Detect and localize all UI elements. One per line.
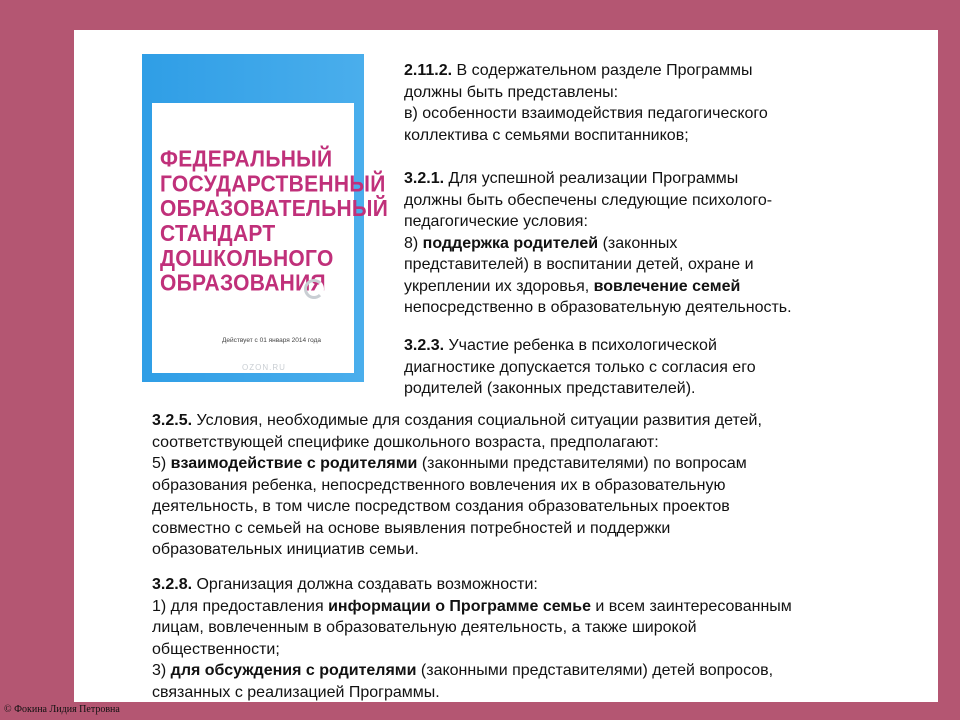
text-line: представителей) в воспитании детей, охране и [404,256,754,273]
text-line: коллектива с семьями воспитанников; [404,126,689,144]
text: Для успешной реализации Программы [448,170,739,187]
section-3-2-1 [404,168,904,319]
copyright: © Фокина Лидия Петровна [4,704,120,715]
text-line [404,233,904,255]
text-line [152,660,922,682]
book-cover-label [152,103,389,373]
text-line: соответствующей специфике дошкольного возраста, предполагают: [152,433,659,451]
book-small-text: Действует с 01 января 2014 года [222,337,321,344]
text: (законными представителями) детей вопросов, [416,662,774,679]
text-line: родителей (законных представителей). [404,380,696,397]
section-3-2-8 [152,574,922,703]
bold-text: вовлечение семей [593,277,741,295]
text: 5) [152,455,171,472]
section-number: 3.2.3. [404,337,445,354]
book-cover-image [142,54,389,382]
text: 8) [404,234,423,252]
text: Условия, необходимые для создания социальной ситуации развития детей, [196,412,762,429]
bold-text: для обсуждения с родителями [170,662,417,679]
text-line: диагностике допускается только с согласия его [404,358,756,376]
watermark: OZON.RU [242,363,286,372]
text: и всем заинтересованным [590,597,792,615]
section-number: 2.11.2. [404,62,453,79]
text: (законных [598,234,678,252]
section-number: 3.2.5. [152,412,193,429]
text: В содержательном разделе Программы [456,62,753,79]
section-2-11-2 [404,60,904,146]
text-line: образовательных инициатив семьи. [152,541,419,558]
text: Организация должна создавать возможности: [196,576,538,593]
section-3-2-5 [152,410,922,561]
text: 1) для предоставления [152,597,329,615]
text-line [404,168,904,190]
emblem-icon [304,279,324,299]
text-line: связанных с реализацией Программы. [152,683,440,701]
text-line: должны быть обеспечены следующие психолого- [404,191,773,209]
text-line [404,276,904,298]
section-number: 3.2.8. [152,576,193,593]
text-line: совместно с семьей на основе выявления потребностей и поддержки [152,519,671,537]
text: Участие ребенка в психологической [448,337,717,354]
text-line: образования ребенка, непосредственного вовлечения их в образовательную [152,476,726,494]
bold-text: поддержка родителей [422,234,599,252]
text-line [152,410,922,432]
section-3-2-3 [404,335,904,400]
text-line: лицам, вовлеченным в образовательную деятельность, а также широкой [152,619,697,636]
text-line [152,596,922,618]
text-line [152,574,922,596]
text-line: педагогические условия: [404,213,588,230]
section-number: 3.2.1. [404,170,445,187]
bold-text: информации о Программе семье [328,597,591,615]
text-line: общественности; [152,640,280,658]
text-line: в) особенности взаимодействия педагогического [404,105,768,122]
text-line: деятельность, в том числе посредством создания образовательных проектов [152,498,730,515]
book-title: ФЕДЕРАЛЬНЫЙ ГОСУДАРСТВЕННЫЙ ОБРАЗОВАТЕЛЬНЫЙ СТАНДАРТ ДОШКОЛЬНОГО ОБРАЗОВАНИЯ [160,147,389,297]
text: (законными представителями) по вопросам [417,455,747,472]
text-line: должны быть представлены: [404,83,619,101]
text: 3) [152,662,171,679]
bold-text: взаимодействие с родителями [170,455,418,472]
text-line [152,453,922,475]
text-line [404,335,904,357]
text-line [404,60,904,82]
text-line: непосредственно в образовательную деятельность. [404,299,792,316]
text: укреплении их здоровья, [404,277,594,295]
